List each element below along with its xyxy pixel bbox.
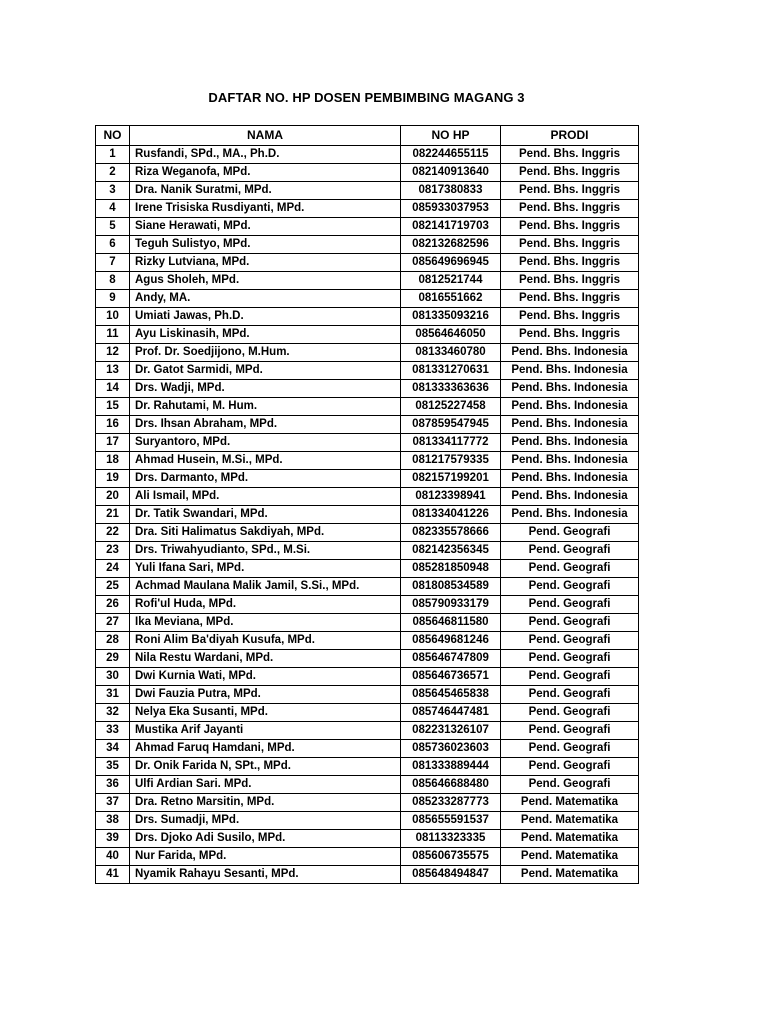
- cell-no: 22: [96, 524, 130, 542]
- table-row: [96, 218, 639, 236]
- cell-nama: Teguh Sulistyo, MPd.: [130, 236, 401, 254]
- cell-no: 5: [96, 218, 130, 236]
- cell-prodi: Pend. Geografi: [501, 740, 639, 758]
- cell-nama: Dr. Rahutami, M. Hum.: [130, 398, 401, 416]
- cell-prodi: Pend. Bhs. Indonesia: [501, 470, 639, 488]
- cell-hp: 081333889444: [401, 758, 501, 776]
- cell-prodi: Pend. Bhs. Inggris: [501, 164, 639, 182]
- cell-nama: Dwi Fauzia Putra, MPd.: [130, 686, 401, 704]
- cell-hp: 085233287773: [401, 794, 501, 812]
- cell-nama: Dra. Siti Halimatus Sakdiyah, MPd.: [130, 524, 401, 542]
- cell-no: 9: [96, 290, 130, 308]
- table-row: [96, 524, 639, 542]
- cell-hp: 082141719703: [401, 218, 501, 236]
- cell-hp: 0817380833: [401, 182, 501, 200]
- cell-prodi: Pend. Geografi: [501, 776, 639, 794]
- table-row: [96, 182, 639, 200]
- table-row: [96, 632, 639, 650]
- table-row: [96, 830, 639, 848]
- cell-no: 33: [96, 722, 130, 740]
- cell-no: 26: [96, 596, 130, 614]
- header-prodi: PRODI: [501, 126, 639, 146]
- cell-hp: 0812521744: [401, 272, 501, 290]
- lecturer-phone-table: [95, 125, 639, 884]
- cell-nama: Drs. Sumadji, MPd.: [130, 812, 401, 830]
- cell-nama: Drs. Ihsan Abraham, MPd.: [130, 416, 401, 434]
- table-row: [96, 488, 639, 506]
- cell-prodi: Pend. Bhs. Inggris: [501, 218, 639, 236]
- cell-prodi: Pend. Bhs. Inggris: [501, 272, 639, 290]
- cell-prodi: Pend. Bhs. Indonesia: [501, 506, 639, 524]
- table-row: [96, 776, 639, 794]
- cell-no: 2: [96, 164, 130, 182]
- table-row: [96, 290, 639, 308]
- cell-nama: Dr. Onik Farida N, SPt., MPd.: [130, 758, 401, 776]
- cell-no: 41: [96, 866, 130, 884]
- table-row: [96, 866, 639, 884]
- cell-no: 12: [96, 344, 130, 362]
- cell-prodi: Pend. Geografi: [501, 722, 639, 740]
- cell-hp: 081334041226: [401, 506, 501, 524]
- table-row: [96, 560, 639, 578]
- table-row: [96, 740, 639, 758]
- cell-no: 20: [96, 488, 130, 506]
- cell-no: 17: [96, 434, 130, 452]
- cell-prodi: Pend. Matematika: [501, 866, 639, 884]
- cell-no: 7: [96, 254, 130, 272]
- cell-nama: Nila Restu Wardani, MPd.: [130, 650, 401, 668]
- cell-no: 4: [96, 200, 130, 218]
- cell-prodi: Pend. Bhs. Indonesia: [501, 380, 639, 398]
- table-row: [96, 308, 639, 326]
- table-row: [96, 362, 639, 380]
- table-row: [96, 146, 639, 164]
- cell-prodi: Pend. Geografi: [501, 596, 639, 614]
- table-row: [96, 704, 639, 722]
- cell-hp: 08123398941: [401, 488, 501, 506]
- table-row: [96, 416, 639, 434]
- cell-prodi: Pend. Geografi: [501, 650, 639, 668]
- cell-nama: Rofi'ul Huda, MPd.: [130, 596, 401, 614]
- cell-hp: 085646688480: [401, 776, 501, 794]
- cell-prodi: Pend. Bhs. Indonesia: [501, 398, 639, 416]
- cell-hp: 085649681246: [401, 632, 501, 650]
- cell-no: 37: [96, 794, 130, 812]
- table-row: [96, 344, 639, 362]
- table-row: [96, 668, 639, 686]
- cell-prodi: Pend. Geografi: [501, 704, 639, 722]
- cell-no: 40: [96, 848, 130, 866]
- document-title: DAFTAR NO. HP DOSEN PEMBIMBING MAGANG 3: [208, 90, 525, 105]
- cell-prodi: Pend. Matematika: [501, 812, 639, 830]
- cell-hp: 082132682596: [401, 236, 501, 254]
- cell-no: 39: [96, 830, 130, 848]
- cell-no: 36: [96, 776, 130, 794]
- cell-prodi: Pend. Bhs. Inggris: [501, 146, 639, 164]
- table-row: [96, 506, 639, 524]
- table-row: [96, 758, 639, 776]
- cell-hp: 081334117772: [401, 434, 501, 452]
- cell-hp: 081217579335: [401, 452, 501, 470]
- cell-no: 30: [96, 668, 130, 686]
- table-row: [96, 812, 639, 830]
- cell-prodi: Pend. Geografi: [501, 758, 639, 776]
- table-row: [96, 164, 639, 182]
- cell-hp: 085606735575: [401, 848, 501, 866]
- cell-no: 38: [96, 812, 130, 830]
- cell-hp: 081808534589: [401, 578, 501, 596]
- cell-nama: Drs. Darmanto, MPd.: [130, 470, 401, 488]
- cell-no: 24: [96, 560, 130, 578]
- cell-nama: Roni Alim Ba'diyah Kusufa, MPd.: [130, 632, 401, 650]
- cell-hp: 082335578666: [401, 524, 501, 542]
- cell-hp: 082142356345: [401, 542, 501, 560]
- cell-nama: Ika Meviana, MPd.: [130, 614, 401, 632]
- cell-hp: 085645465838: [401, 686, 501, 704]
- table-row: [96, 200, 639, 218]
- cell-hp: 085281850948: [401, 560, 501, 578]
- cell-hp: 0816551662: [401, 290, 501, 308]
- cell-nama: Prof. Dr. Soedjijono, M.Hum.: [130, 344, 401, 362]
- cell-nama: Dra. Retno Marsitin, MPd.: [130, 794, 401, 812]
- table-row: [96, 398, 639, 416]
- cell-nama: Riza Weganofa, MPd.: [130, 164, 401, 182]
- cell-prodi: Pend. Geografi: [501, 524, 639, 542]
- cell-nama: Rizky Lutviana, MPd.: [130, 254, 401, 272]
- cell-prodi: Pend. Bhs. Indonesia: [501, 452, 639, 470]
- cell-no: 8: [96, 272, 130, 290]
- cell-prodi: Pend. Bhs. Indonesia: [501, 362, 639, 380]
- cell-nama: Ali Ismail, MPd.: [130, 488, 401, 506]
- cell-hp: 082140913640: [401, 164, 501, 182]
- cell-hp: 082231326107: [401, 722, 501, 740]
- cell-no: 19: [96, 470, 130, 488]
- cell-nama: Dr. Tatik Swandari, MPd.: [130, 506, 401, 524]
- table-row: [96, 650, 639, 668]
- cell-prodi: Pend. Bhs. Indonesia: [501, 344, 639, 362]
- cell-no: 10: [96, 308, 130, 326]
- cell-hp: 08113323335: [401, 830, 501, 848]
- cell-nama: Nyamik Rahayu Sesanti, MPd.: [130, 866, 401, 884]
- cell-prodi: Pend. Geografi: [501, 542, 639, 560]
- cell-prodi: Pend. Bhs. Indonesia: [501, 434, 639, 452]
- cell-prodi: Pend. Geografi: [501, 686, 639, 704]
- cell-hp: 081333363636: [401, 380, 501, 398]
- cell-hp: 087859547945: [401, 416, 501, 434]
- cell-no: 31: [96, 686, 130, 704]
- cell-nama: Rusfandi, SPd., MA., Ph.D.: [130, 146, 401, 164]
- cell-nama: Dra. Nanik Suratmi, MPd.: [130, 182, 401, 200]
- table-row: [96, 614, 639, 632]
- table-row: [96, 794, 639, 812]
- cell-no: 18: [96, 452, 130, 470]
- cell-nama: Andy, MA.: [130, 290, 401, 308]
- cell-no: 14: [96, 380, 130, 398]
- cell-no: 21: [96, 506, 130, 524]
- cell-nama: Drs. Wadji, MPd.: [130, 380, 401, 398]
- table-row: [96, 380, 639, 398]
- cell-nama: Suryantoro, MPd.: [130, 434, 401, 452]
- cell-prodi: Pend. Bhs. Inggris: [501, 326, 639, 344]
- cell-hp: 085649696945: [401, 254, 501, 272]
- cell-no: 32: [96, 704, 130, 722]
- cell-hp: 085746447481: [401, 704, 501, 722]
- cell-prodi: Pend. Geografi: [501, 614, 639, 632]
- cell-hp: 082157199201: [401, 470, 501, 488]
- header-hp: NO HP: [401, 126, 501, 146]
- cell-prodi: Pend. Bhs. Inggris: [501, 236, 639, 254]
- cell-nama: Dr. Gatot Sarmidi, MPd.: [130, 362, 401, 380]
- cell-prodi: Pend. Bhs. Inggris: [501, 254, 639, 272]
- cell-no: 28: [96, 632, 130, 650]
- table-row: [96, 452, 639, 470]
- table-row: [96, 434, 639, 452]
- cell-nama: Drs. Djoko Adi Susilo, MPd.: [130, 830, 401, 848]
- cell-prodi: Pend. Geografi: [501, 578, 639, 596]
- cell-nama: Ahmad Husein, M.Si., MPd.: [130, 452, 401, 470]
- cell-prodi: Pend. Matematika: [501, 794, 639, 812]
- header-nama: NAMA: [130, 126, 401, 146]
- table-header-row: [96, 126, 639, 146]
- cell-no: 13: [96, 362, 130, 380]
- cell-prodi: Pend. Matematika: [501, 830, 639, 848]
- cell-no: 11: [96, 326, 130, 344]
- cell-nama: Drs. Triwahyudianto, SPd., M.Si.: [130, 542, 401, 560]
- table-row: [96, 470, 639, 488]
- cell-hp: 085790933179: [401, 596, 501, 614]
- table-row: [96, 578, 639, 596]
- cell-hp: 08125227458: [401, 398, 501, 416]
- cell-no: 34: [96, 740, 130, 758]
- cell-prodi: Pend. Geografi: [501, 560, 639, 578]
- cell-prodi: Pend. Bhs. Indonesia: [501, 488, 639, 506]
- cell-no: 3: [96, 182, 130, 200]
- cell-nama: Ayu Liskinasih, MPd.: [130, 326, 401, 344]
- cell-hp: 085933037953: [401, 200, 501, 218]
- cell-no: 27: [96, 614, 130, 632]
- cell-hp: 08564646050: [401, 326, 501, 344]
- cell-nama: Ahmad Faruq Hamdani, MPd.: [130, 740, 401, 758]
- cell-hp: 085646811580: [401, 614, 501, 632]
- cell-hp: 085655591537: [401, 812, 501, 830]
- cell-nama: Siane Herawati, MPd.: [130, 218, 401, 236]
- cell-hp: 08133460780: [401, 344, 501, 362]
- table-row: [96, 236, 639, 254]
- cell-prodi: Pend. Bhs. Inggris: [501, 290, 639, 308]
- table-row: [96, 272, 639, 290]
- cell-nama: Nur Farida, MPd.: [130, 848, 401, 866]
- cell-nama: Ulfi Ardian Sari. MPd.: [130, 776, 401, 794]
- cell-nama: Achmad Maulana Malik Jamil, S.Si., MPd.: [130, 578, 401, 596]
- cell-prodi: Pend. Geografi: [501, 668, 639, 686]
- table-row: [96, 686, 639, 704]
- cell-prodi: Pend. Bhs. Indonesia: [501, 416, 639, 434]
- cell-prodi: Pend. Bhs. Inggris: [501, 182, 639, 200]
- cell-hp: 085646736571: [401, 668, 501, 686]
- table-row: [96, 326, 639, 344]
- table-row: [96, 596, 639, 614]
- table-row: [96, 254, 639, 272]
- cell-prodi: Pend. Matematika: [501, 848, 639, 866]
- cell-nama: Umiati Jawas, Ph.D.: [130, 308, 401, 326]
- cell-no: 25: [96, 578, 130, 596]
- table-row: [96, 848, 639, 866]
- cell-nama: Nelya Eka Susanti, MPd.: [130, 704, 401, 722]
- cell-nama: Yuli Ifana Sari, MPd.: [130, 560, 401, 578]
- cell-nama: Dwi Kurnia Wati, MPd.: [130, 668, 401, 686]
- cell-no: 15: [96, 398, 130, 416]
- cell-nama: Agus Sholeh, MPd.: [130, 272, 401, 290]
- cell-hp: 085646747809: [401, 650, 501, 668]
- header-no: NO: [96, 126, 130, 146]
- cell-no: 1: [96, 146, 130, 164]
- cell-hp: 085736023603: [401, 740, 501, 758]
- cell-no: 6: [96, 236, 130, 254]
- cell-no: 35: [96, 758, 130, 776]
- cell-prodi: Pend. Geografi: [501, 632, 639, 650]
- cell-nama: Irene Trisiska Rusdiyanti, MPd.: [130, 200, 401, 218]
- cell-no: 29: [96, 650, 130, 668]
- table-row: [96, 542, 639, 560]
- table-body: [96, 146, 639, 884]
- cell-hp: 081331270631: [401, 362, 501, 380]
- cell-prodi: Pend. Bhs. Inggris: [501, 308, 639, 326]
- cell-hp: 082244655115: [401, 146, 501, 164]
- cell-hp: 081335093216: [401, 308, 501, 326]
- cell-hp: 085648494847: [401, 866, 501, 884]
- table-row: [96, 722, 639, 740]
- cell-no: 16: [96, 416, 130, 434]
- cell-prodi: Pend. Bhs. Inggris: [501, 200, 639, 218]
- cell-nama: Mustika Arif Jayanti: [130, 722, 401, 740]
- cell-no: 23: [96, 542, 130, 560]
